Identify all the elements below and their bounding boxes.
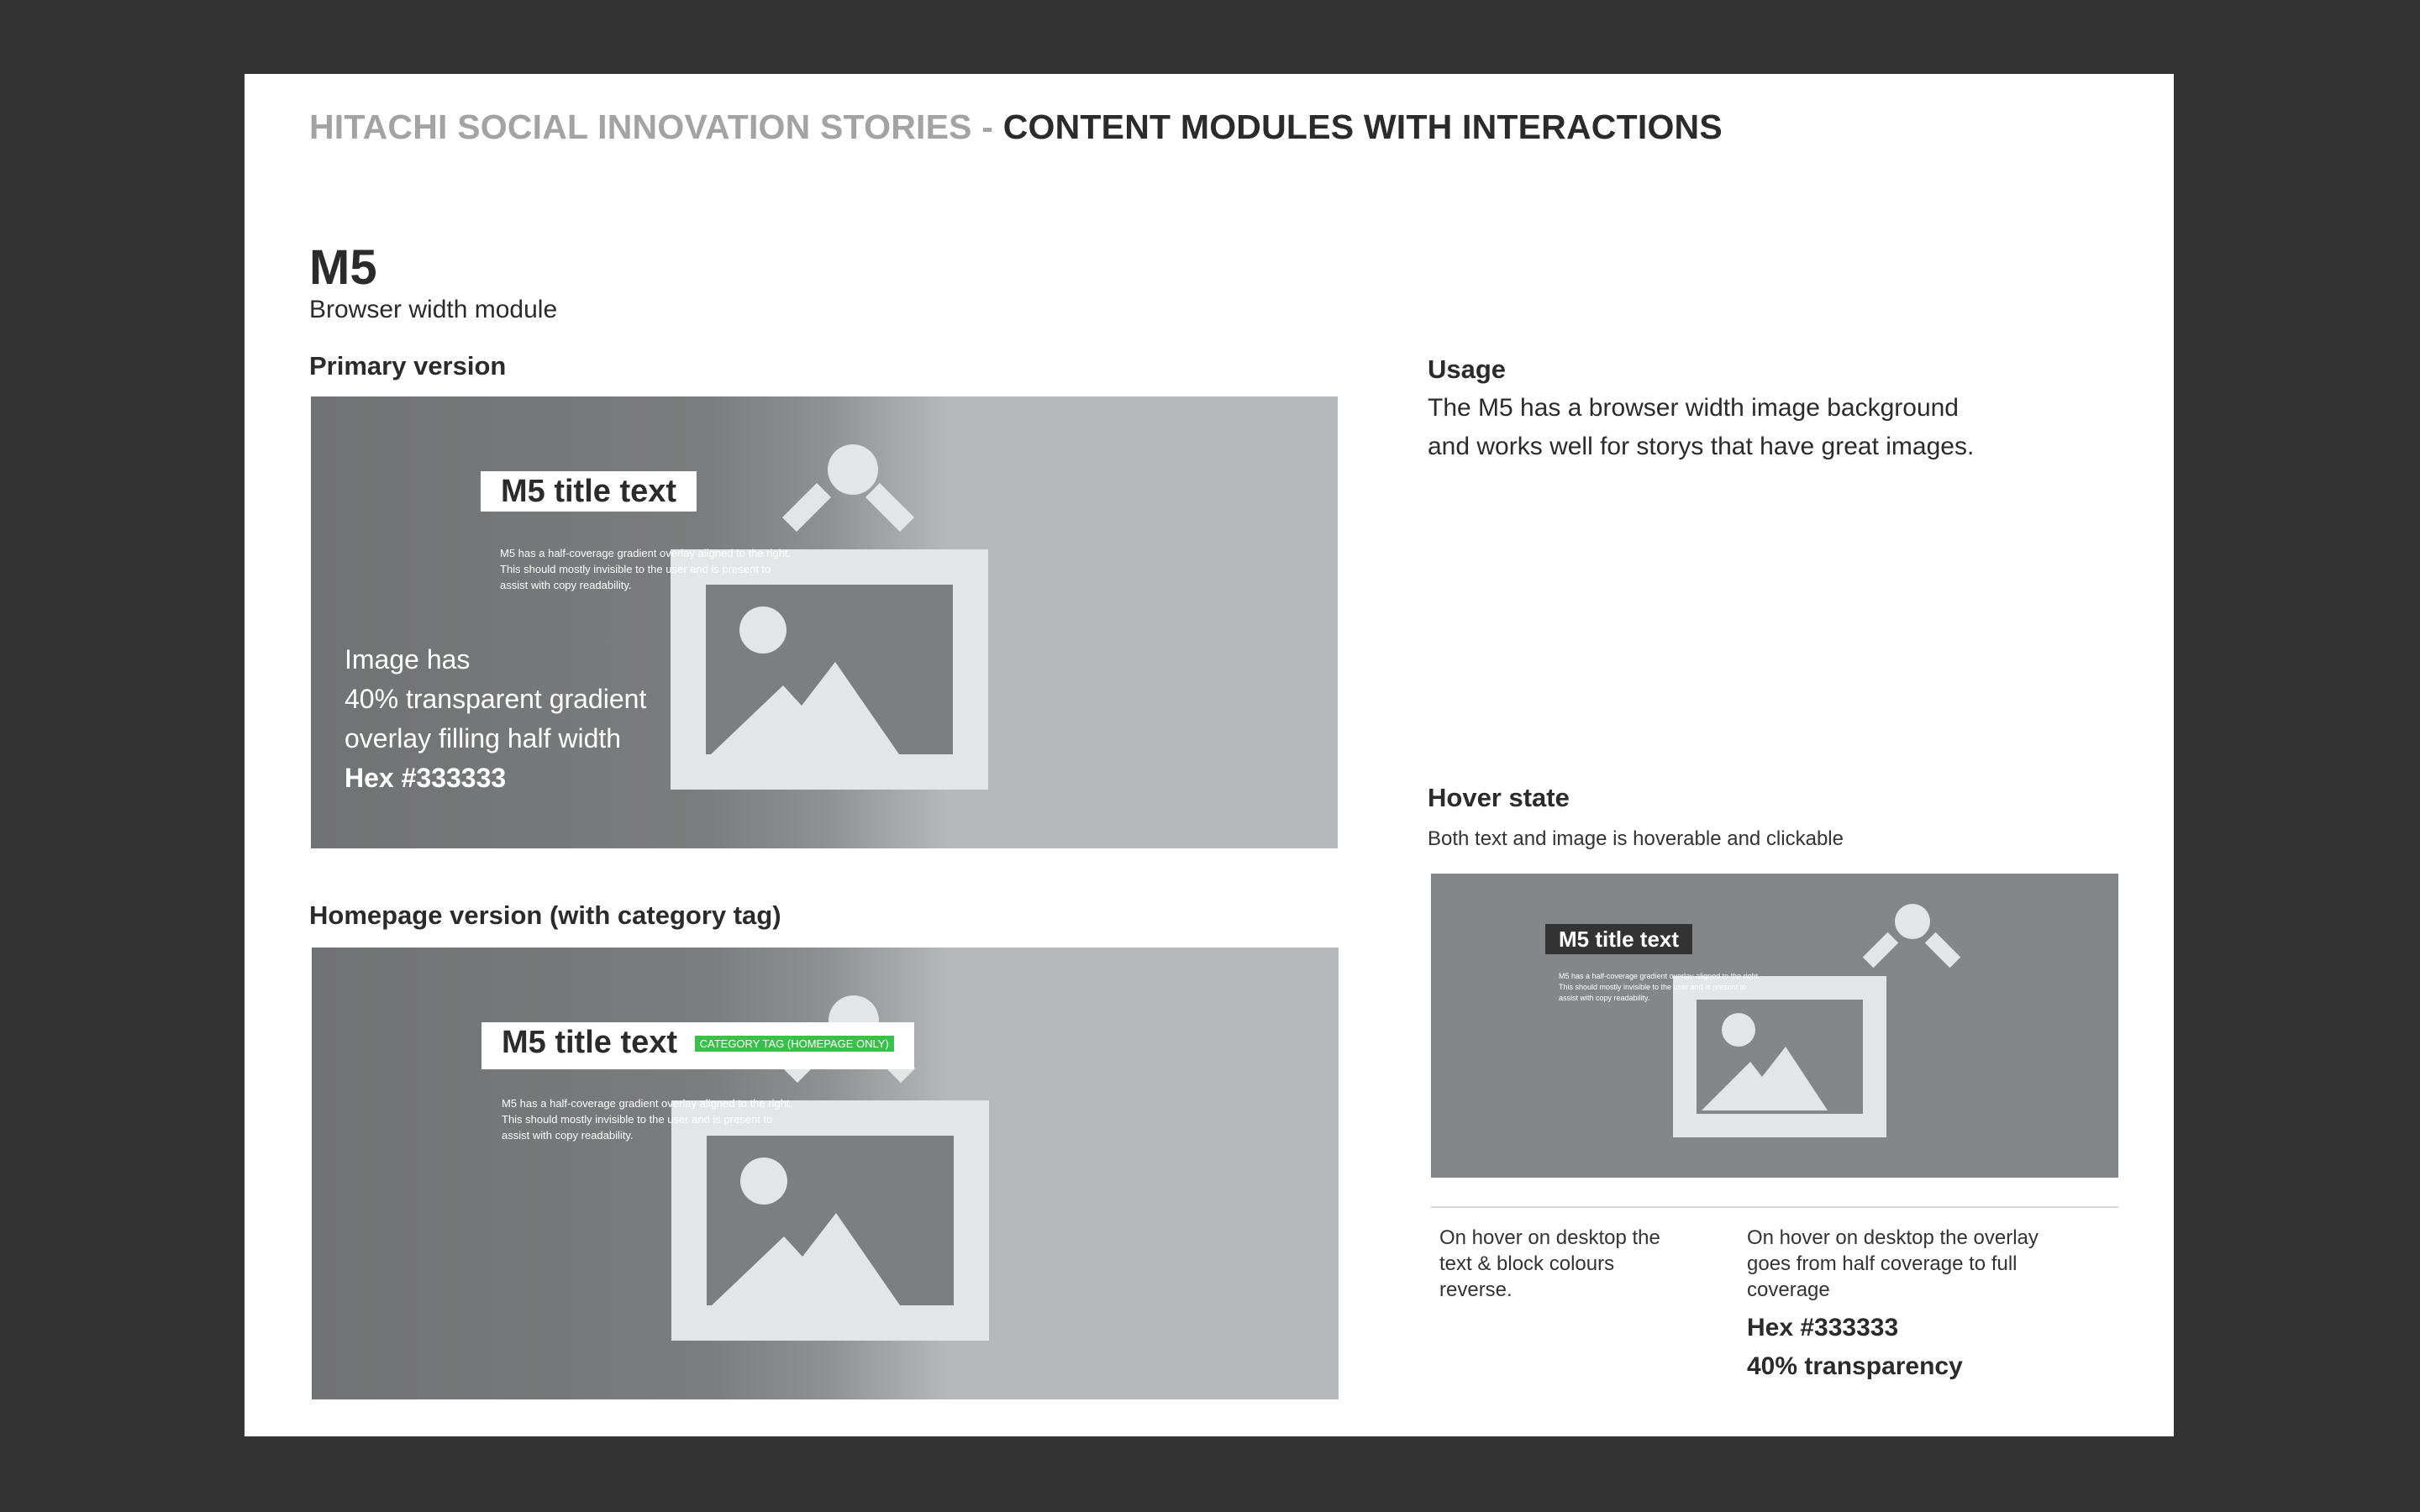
usage-heading: Usage bbox=[1428, 354, 1507, 384]
module-description: M5 has a half-coverage gradient overlay aligned to the right. This should mostly invisible to the user and is present to assist with copy readability. bbox=[1559, 972, 1760, 1002]
hover-subtitle: Both text and image is hoverable and clickable bbox=[1428, 827, 1844, 850]
hover-hex: Hex #333333 bbox=[1747, 1314, 1899, 1341]
gradient-note: Image has 40% transparent gradient overlay filling half width Hex #333333 bbox=[345, 640, 646, 798]
primary-heading: Primary version bbox=[309, 351, 507, 381]
homepage-heading: Homepage version (with category tag) bbox=[309, 900, 781, 930]
module-title[interactable]: M5 title text CATEGORY TAG (HOMEPAGE ONLY) bbox=[481, 1022, 914, 1069]
category-tag[interactable]: CATEGORY TAG (HOMEPAGE ONLY) bbox=[695, 1036, 894, 1052]
module-name: M5 bbox=[309, 240, 377, 295]
page-header bbox=[309, 108, 1723, 147]
module-title[interactable]: M5 title text bbox=[481, 471, 697, 512]
divider bbox=[1431, 1206, 2118, 1208]
module-subtitle: Browser width module bbox=[309, 296, 558, 323]
usage-text: The M5 has a browser width image background and works well for storys that have great images. bbox=[1428, 394, 1975, 460]
hover-transparency: 40% transparency bbox=[1747, 1352, 1963, 1380]
module-title-hover[interactable]: M5 title text bbox=[1545, 924, 1692, 954]
hover-note-right: On hover on desktop the overlay goes from half coverage to full coverage bbox=[1747, 1226, 2039, 1301]
hover-module[interactable] bbox=[1431, 874, 2118, 1178]
spec-sheet bbox=[245, 74, 2174, 1436]
header-title: CONTENT MODULES WITH INTERACTIONS bbox=[1002, 108, 1723, 146]
module-description: M5 has a half-coverage gradient overlay aligned to the right. This should mostly invisible to the user and is present to assist with copy readability. bbox=[500, 547, 792, 591]
hover-heading: Hover state bbox=[1428, 783, 1570, 812]
note-hex: Hex #333333 bbox=[345, 763, 507, 793]
primary-module[interactable] bbox=[311, 396, 1338, 848]
hover-note-left: On hover on desktop the text & block colours reverse. bbox=[1439, 1226, 1660, 1301]
module-description: M5 has a half-coverage gradient overlay aligned to the right. This should mostly invisible to the user and is present to assist with copy readability. bbox=[502, 1097, 793, 1142]
header-prefix: HITACHI SOCIAL INNOVATION STORIES - bbox=[309, 108, 1003, 146]
homepage-module[interactable] bbox=[312, 948, 1339, 1399]
